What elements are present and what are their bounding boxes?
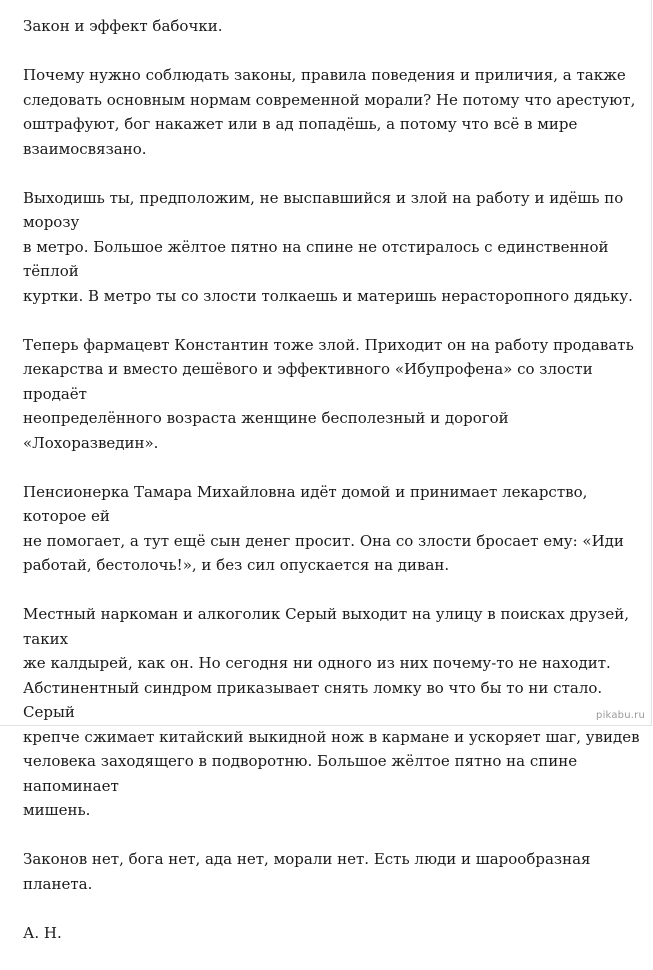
paragraph-4: Пенсионерка Тамара Михайловна идёт домой и принимает лекарство, которое ей не помогает, а тут ещё сын денег просит. Она со злости бросает ему: «Иди работай, бестолочь!», и без сил опускается на диван. (23, 482, 624, 574)
signature: А. Н. (23, 923, 62, 942)
watermark: pikabu.ru (596, 710, 645, 721)
post-title: Закон и эффект бабочки. (23, 17, 223, 35)
paragraph-3: Теперь фармацевт Константин тоже злой. Приходит он на работу продавать лекарства и вместо дешёвого и эффективного «Ибупрофена» со злости продаёт неопределённого возраста женщине бесполезный и дорогой «Лохоразведин». (23, 335, 634, 452)
paragraph-2: Выходишь ты, предположим, не выспавшийся и злой на работу и идёшь по морозу в метро. Большое жёлтое пятно на спине не отстиралось с единственной тёплой куртки. В метро ты со злости толкаешь и материшь нерасторопного дядьку. (23, 188, 633, 305)
text-body (23, 14, 643, 970)
paragraph-5: Местный наркоман и алкоголик Серый выходит на улицу в поисках друзей, таких же калдырей, как он. Но сегодня ни одного из них почему-то не находит. Абстинентный синдром приказывает снять ломку во что бы то ни стало. Серый крепче сжимает китайский выкидной нож в кармане и ускоряет шаг, увидев человека заходящего в подворотню. Большое жёлтое пятно на спине напоминает мишень. (23, 605, 640, 819)
paragraph-1: Почему нужно соблюдать законы, правила поведения и приличия, а также следовать основным нормам современной морали? Не потому что арестуют, оштрафуют, бог накажет или в ад попадёшь, а потому что всё в мире взаимосвязано. (23, 66, 636, 158)
paragraph-6: Законов нет, бога нет, ада нет, морали нет. Есть люди и шарообразная планета. (23, 850, 591, 893)
